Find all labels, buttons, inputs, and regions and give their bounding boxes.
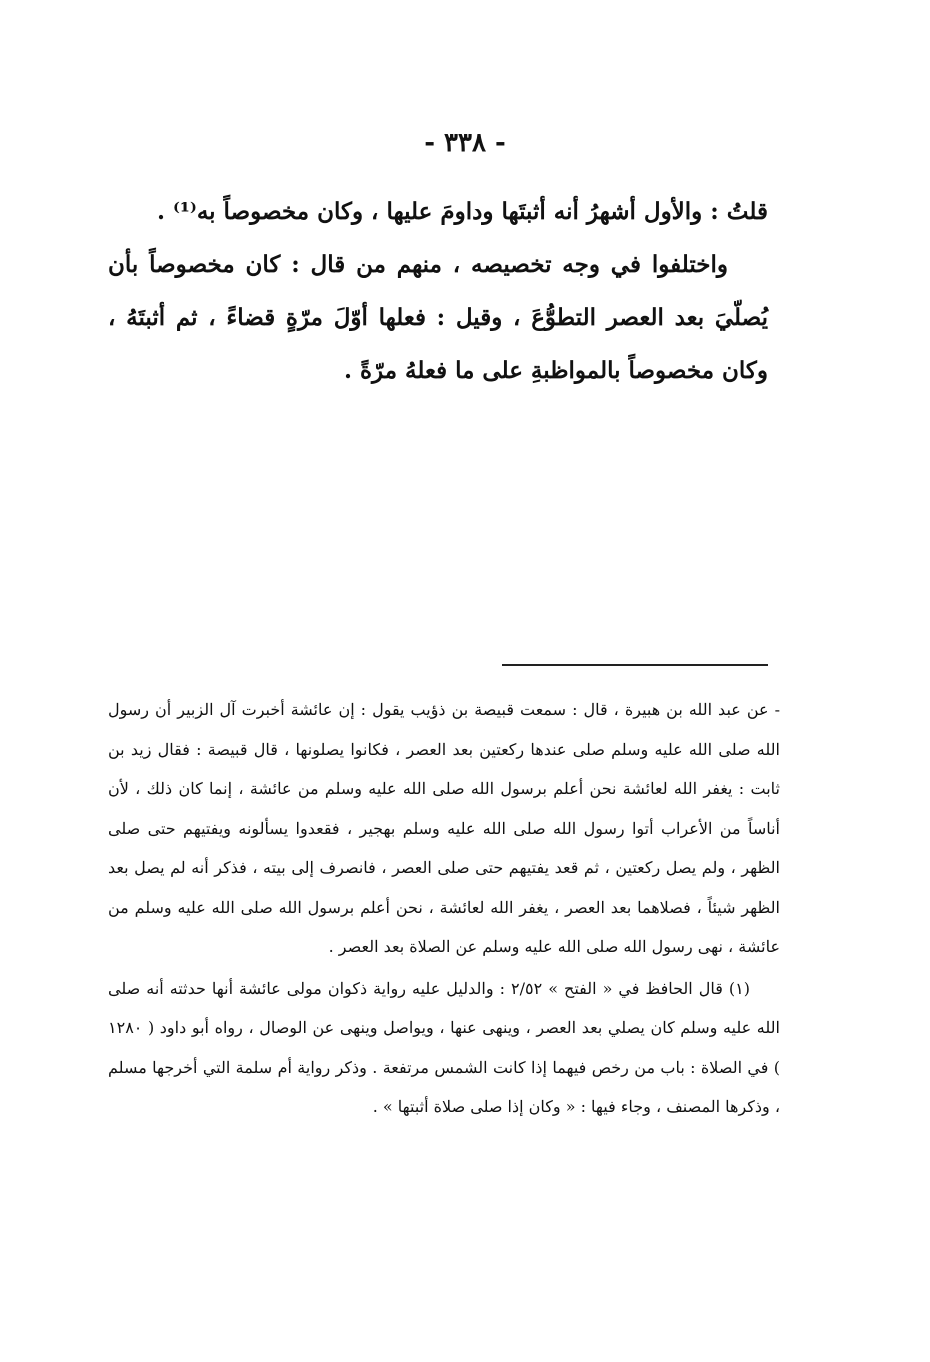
body-paragraph: واختلفوا في وجه تخصيصه ، منهم من قال : كان مخصوصاً بأن يُصلّيَ بعد العصر التطوُّعَ ، وقيل : فعلها أوّلَ مرّةٍ قضاءً ، ثم أثبتَهُ ، وكان مخصوصاً بالمواظبةِ على ما فعلهُ مرّةً . bbox=[108, 251, 768, 384]
body-paragraph: قلتُ : والأول أشهرُ أنه أثبتَها وداومَ عليها ، وكان مخصوصاً به⁽¹⁾ . bbox=[157, 198, 768, 225]
page-number: - ٣٣٨ - bbox=[424, 128, 506, 158]
main-text bbox=[108, 185, 768, 397]
footnotes bbox=[108, 690, 780, 1127]
footnote-1: (١) قال الحافظ في « الفتح » ٢/٥٢ : والدليل عليه رواية ذكوان مولى عائشة أنها حدثته أنه صلى الله عليه وسلم كان يصلي بعد العصر ، وينهى عنها ، ويواصل وينهى عن الوصال ، رواه أبو داود ( ١٢٨٠ ) في الصلاة : باب من رخص فيهما إذا كانت الشمس مرتفعة . وذكر رواية أم سلمة التي أخرجها مسلم ، وذكرها المصنف ، وجاء فيها : « وكان إذا صلى صلاة أثبتها » . bbox=[108, 978, 780, 1116]
footnote-divider bbox=[502, 664, 768, 666]
footnote-continuation: - عن عبد الله بن هبيرة ، قال : سمعت قبيصة بن ذؤيب يقول : إن عائشة أخبرت آل الزبير أن رسول الله صلى الله عليه وسلم صلى عندها ركعتين بعد العصر ، فكانوا يصلونها ، قال قبيصة : فقال زيد بن ثابت : يغفر الله لعائشة نحن أعلم برسول الله صلى الله عليه وسلم من عائشة ، إنما كان ذلك ، لأن أناساً من الأعراب أتوا رسول الله صلى الله عليه وسلم بهجير ، فقعدوا يسألونه ويفتيهم حتى صلى الظهر ، ولم يصل ركعتين ، ثم قعد يفتيهم حتى صلى العصر ، فانصرف إلى بيته ، فذكر أنه لم يصل بعد الظهر شيئاً ، فصلاهما بعد العصر ، يغفر الله لعائشة ، نحن أعلم برسول الله صلى الله عليه وسلم من عائشة ، نهى رسول الله صلى الله عليه وسلم عن الصلاة بعد العصر . bbox=[108, 700, 780, 956]
